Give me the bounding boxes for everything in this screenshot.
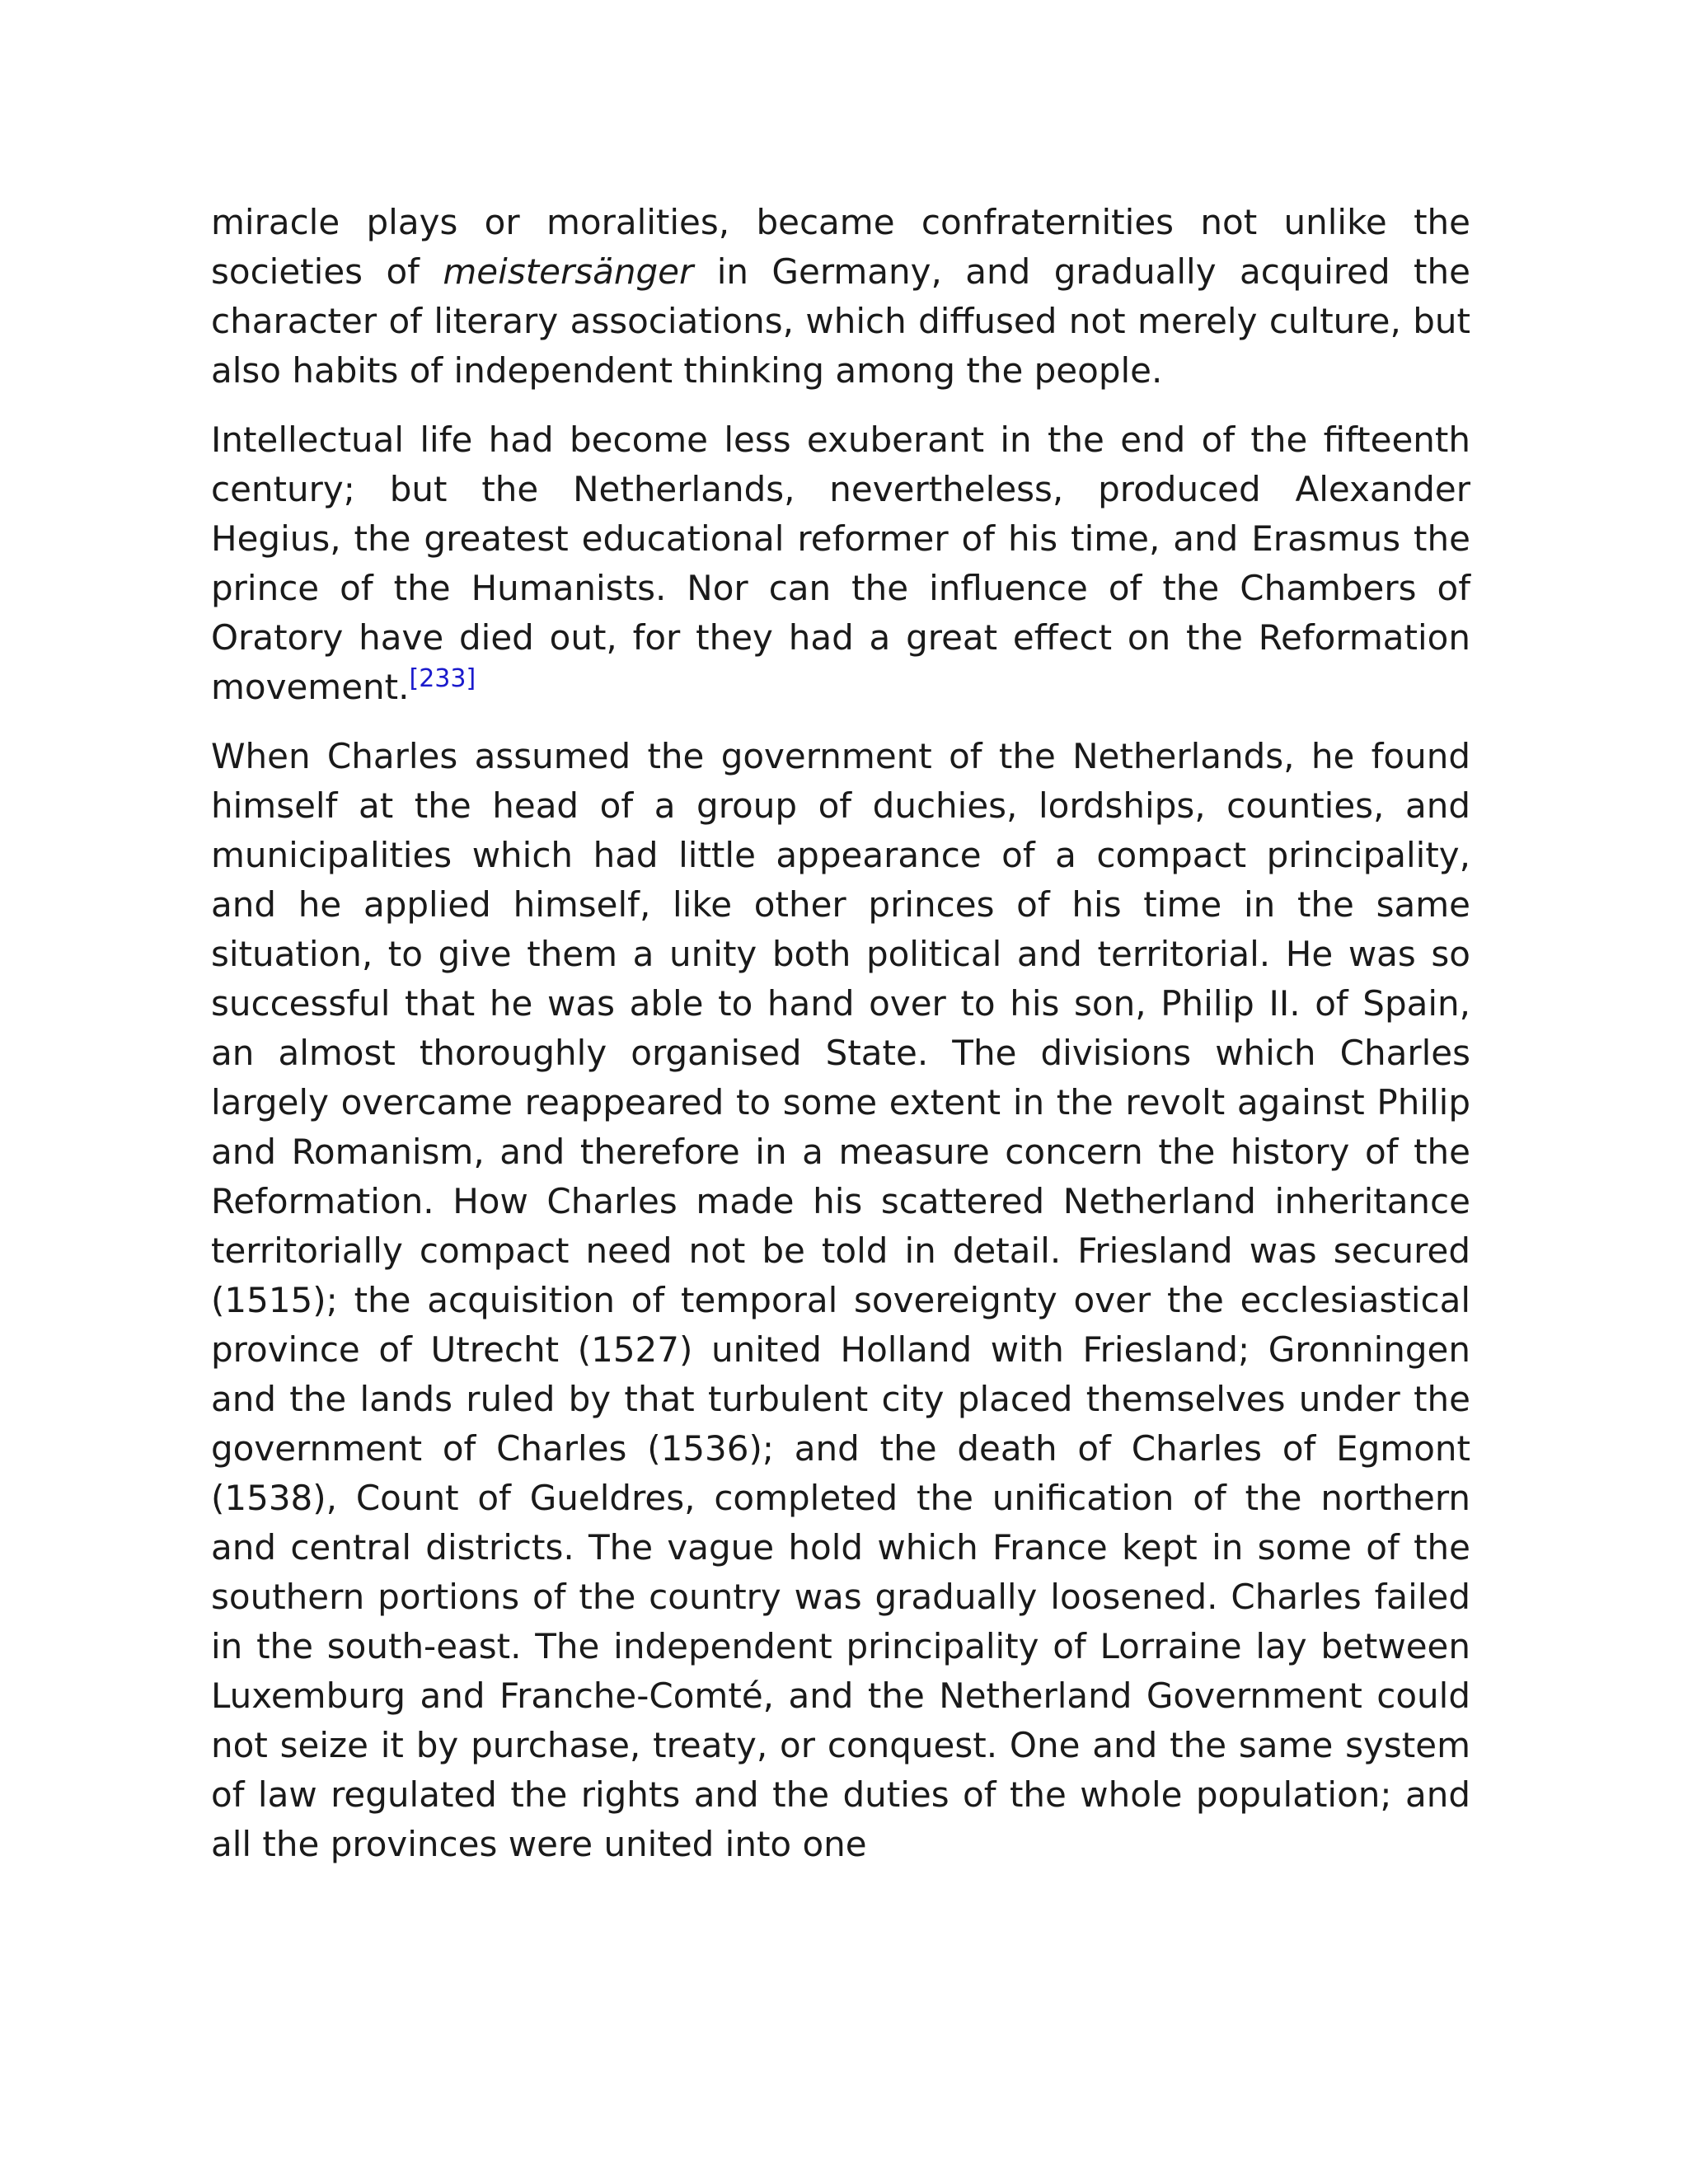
paragraph-2-text: Intellectual life had become less exuberant in the end of the fifteenth century; but the Netherlands, nevertheless, produced Alexander Hegius, the greatest educational reformer of his time, and Erasmus the prince of the Humanists. Nor can the influence of the Chambers of Oratory have died out, for they had a great effect on the Reformation movement. <box>211 419 1470 707</box>
paragraph-1-text-after: in Germany, and gradually acquired the character of literary associations, which diffused not merely culture, but also habits of independent thinking among the people. <box>211 251 1470 391</box>
paragraph-3 <box>211 732 1470 1869</box>
paragraph-2 <box>211 415 1470 712</box>
document-page <box>211 198 1470 1889</box>
paragraph-1-text-before: miracle plays or moralities, became confraternities not unlike the societies of <box>211 202 1470 292</box>
footnote-link[interactable]: [233] <box>409 664 476 693</box>
paragraph-1 <box>211 198 1470 396</box>
paragraph-1-emphasis: meistersänger <box>443 251 694 292</box>
paragraph-3-text: When Charles assumed the government of the Netherlands, he found himself at the head of a group of duchies, lordships, counties, and municipalities which had little appearance of a compact principality, and he applied himself, like other princes of his time in the same situation, to give them a unity both political and territorial. He was so successful that he was able to hand over to his son, Philip II. of Spain, an almost thoroughly organised State. The divisions which Charles largely overcame reappeared to some extent in the revolt against Philip and Romanism, and therefore in a measure concern the history of the Reformation. How Charles made his scattered Netherland inheritance territorially compact need not be told in detail. Friesland was secured (1515); the acquisition of temporal sovereignty over the ecclesiastical province of Utrecht (1527) united Holland with Friesland; Gronningen and the lands ruled by that turbulent city placed themselves under the government of Charles (1536); and the death of Charles of Egmont (1538), Count of Gueldres, completed the unification of the northern and central districts. The vague hold which France kept in some of the southern portions of the country was gradually loosened. Charles failed in the south-east. The independent principality of Lorraine lay between Luxemburg and Franche-Comté, and the Netherland Government could not seize it by purchase, treaty, or conquest. One and the same system of law regulated the rights and the duties of the whole population; and all the provinces were united into one <box>211 736 1470 1864</box>
